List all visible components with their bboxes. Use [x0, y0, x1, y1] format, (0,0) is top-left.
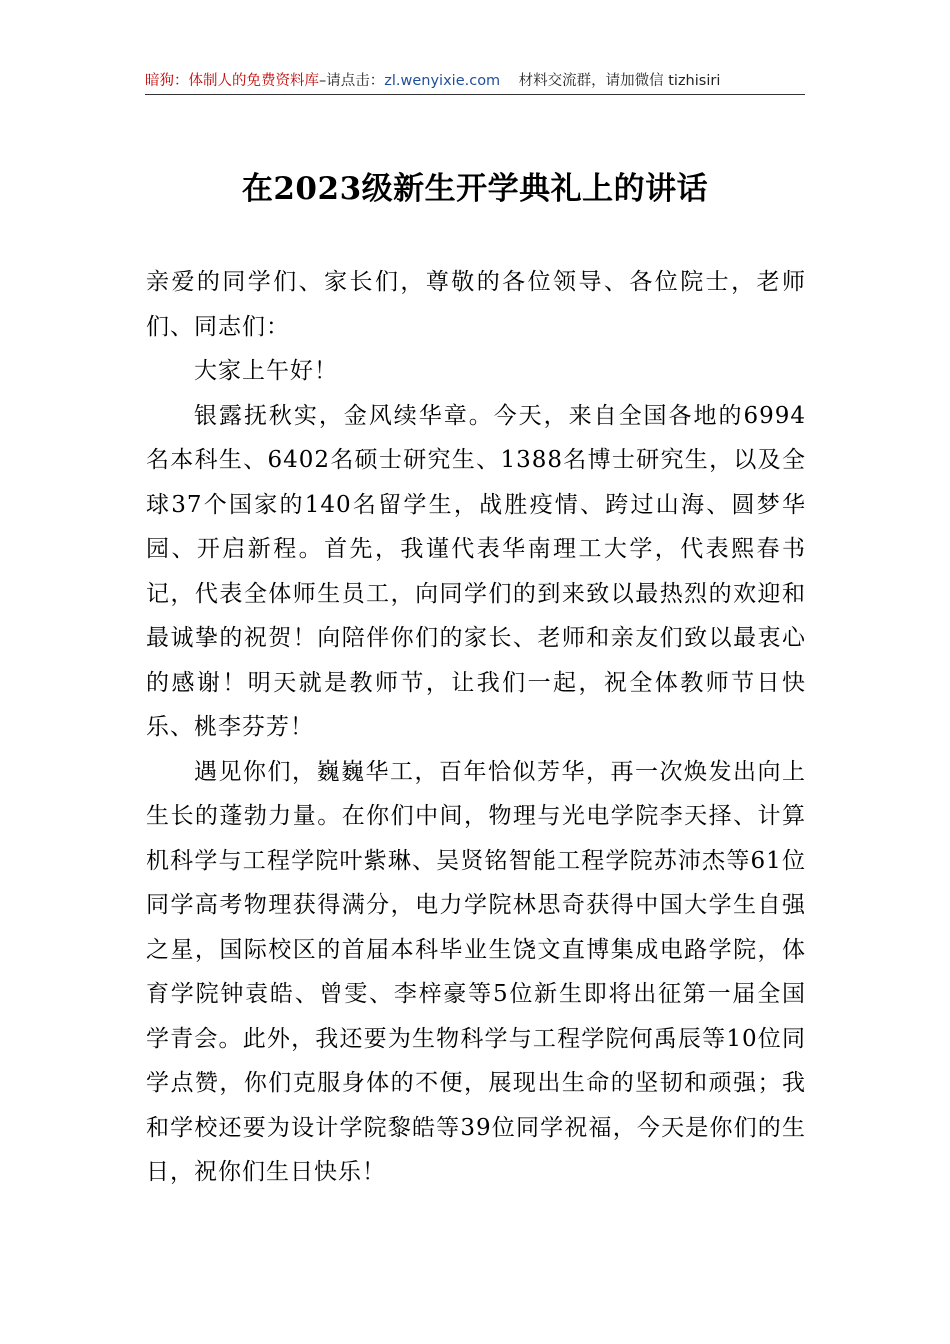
salutation-paragraph: 亲爱的同学们、家长们，尊敬的各位领导、各位院士，老师们、同志们： — [146, 269, 806, 340]
document-title: 在2023级新生开学典礼上的讲话 — [241, 171, 709, 207]
page-header — [145, 70, 805, 94]
header-contact: 材料交流群，请加微信 tizhisiri — [518, 73, 721, 89]
header-click-label: –请点击： — [319, 73, 385, 89]
header-url-link[interactable]: zl.wenyixie.com — [384, 73, 501, 89]
header-divider — [145, 94, 805, 95]
greeting-paragraph: 大家上午好！ — [194, 358, 338, 384]
document-body — [146, 260, 806, 1195]
body-paragraph: 遇见你们，巍巍华工，百年恰似芳华，再一次焕发出向上生长的蓬勃力量。在你们中间，物理与光电学院李天择、计算机科学与工程学院叶紫琳、吴贤铭智能工程学院苏沛杰等61位同学高考物理获得满分，电力学院林思奇获得中国大学生自强之星，国际校区的首届本科毕业生饶文直博集成电路学院，体育学院钟袁皓、曾雯、李梓豪等5位新生即将出征第一届全国学青会。此外，我还要为生物科学与工程学院何禹辰等10位同学点赞，你们克服身体的不便，展现出生命的坚韧和顽强；我和学校还要为设计学院黎皓等39位同学祝福，今天是你们的生日，祝你们生日快乐！ — [146, 758, 806, 1185]
header-brand: 暗狗：体制人的免费资料库 — [145, 73, 319, 89]
body-paragraph: 银露抚秋实，金风续华章。今天，来自全国各地的6994名本科生、6402名硕士研究生、1388名博士研究生，以及全球37个国家的140名留学生，战胜疫情、跨过山海、圆梦华园、开启新程。首先，我谨代表华南理工大学，代表熙春书记，代表全体师生员工，向同学们的到来致以最热烈的欢迎和最诚挚的祝贺！向陪伴你们的家长、老师和亲友们致以最衷心的感谢！明天就是教师节，让我们一起，祝全体教师节日快乐、桃李芬芳！ — [146, 402, 806, 740]
